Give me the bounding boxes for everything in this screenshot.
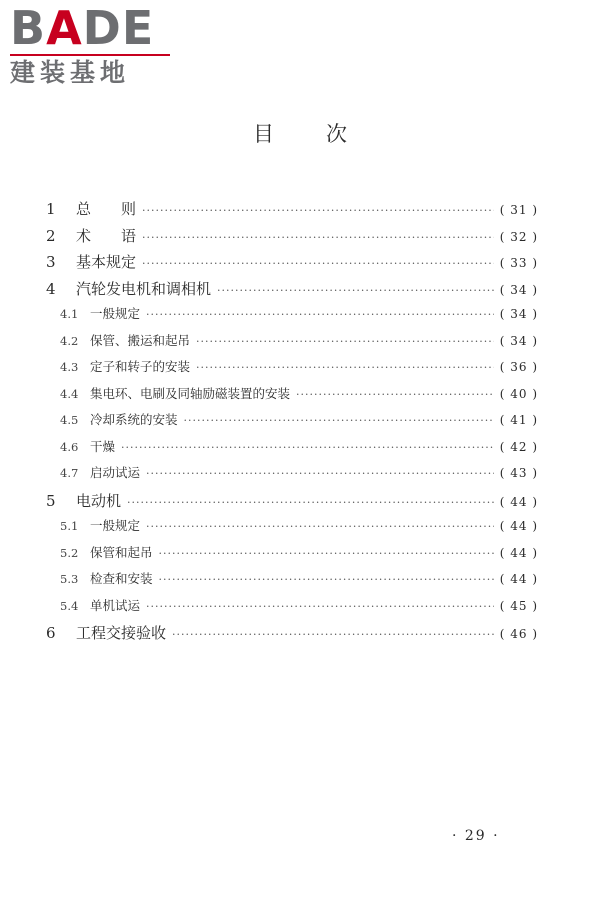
toc-entry-number: 4.4 bbox=[60, 386, 79, 401]
toc-entry-page: ( 32 ) bbox=[499, 229, 538, 244]
toc-entry-label: 启动试运 bbox=[90, 465, 141, 480]
toc-leader-dots bbox=[142, 204, 494, 217]
toc-entry-number: 2 bbox=[46, 226, 56, 245]
toc-entry-label: 术 语 bbox=[76, 226, 137, 245]
toc-entry[interactable] bbox=[46, 622, 538, 649]
toc-entry-number: 5.1 bbox=[60, 519, 79, 533]
toc-entry-label: 一般规定 bbox=[90, 306, 141, 321]
toc-entry-page: ( 34 ) bbox=[499, 333, 538, 348]
toc-entry-page: ( 40 ) bbox=[499, 386, 538, 401]
toc-entry[interactable] bbox=[46, 198, 538, 225]
toc-entry[interactable] bbox=[46, 410, 538, 437]
toc-entry-label: 集电环、电刷及同轴励磁装置的安装 bbox=[90, 385, 291, 401]
toc-entry-page: ( 43 ) bbox=[499, 466, 538, 480]
toc-entry[interactable] bbox=[46, 569, 538, 596]
toc-entry[interactable] bbox=[46, 543, 538, 570]
toc-entry[interactable] bbox=[46, 596, 538, 623]
toc-entry-number: 4.3 bbox=[60, 360, 79, 374]
toc-entry-label: 保管、搬运和起吊 bbox=[90, 332, 191, 348]
toc-entry[interactable] bbox=[46, 357, 538, 384]
toc-entry-label: 基本规定 bbox=[76, 253, 137, 271]
toc-entry-page: ( 34 ) bbox=[499, 282, 538, 297]
toc-entry-label: 总 则 bbox=[76, 200, 137, 218]
toc-leader-dots bbox=[146, 308, 494, 321]
toc-entry[interactable] bbox=[46, 304, 538, 331]
toc-leader-dots bbox=[127, 496, 494, 509]
toc-entry-page: ( 36 ) bbox=[499, 360, 538, 374]
logo-letter-a: A bbox=[46, 1, 83, 55]
toc-leader-dots bbox=[142, 231, 494, 244]
toc-leader-dots bbox=[217, 284, 494, 297]
toc-entry-label: 定子和转子的安装 bbox=[90, 359, 191, 374]
toc-leader-dots bbox=[146, 600, 494, 613]
toc-entry[interactable] bbox=[46, 437, 538, 464]
toc-entry-page: ( 45 ) bbox=[499, 598, 538, 613]
toc-entry[interactable] bbox=[46, 463, 538, 490]
toc-entry-label: 电动机 bbox=[76, 491, 122, 510]
page-number: · 29 · bbox=[452, 828, 500, 844]
toc-entry-number: 4.6 bbox=[60, 439, 79, 454]
toc-leader-dots bbox=[142, 257, 494, 270]
toc-entry-number: 6 bbox=[46, 624, 56, 642]
toc-entry-number: 4.7 bbox=[60, 466, 79, 480]
toc-entry-number: 4.5 bbox=[60, 413, 79, 427]
toc-leader-dots bbox=[121, 441, 494, 454]
toc-entry[interactable] bbox=[46, 278, 538, 305]
toc-entry-number: 5 bbox=[46, 491, 56, 510]
toc-entry-number: 5.2 bbox=[60, 545, 79, 560]
toc-entry[interactable] bbox=[46, 384, 538, 411]
toc-leader-dots bbox=[196, 361, 494, 374]
toc-entry-page: ( 44 ) bbox=[499, 545, 538, 560]
toc-entry-page: ( 44 ) bbox=[499, 494, 538, 509]
toc-entry-page: ( 34 ) bbox=[499, 307, 538, 321]
toc-entry-number: 5.3 bbox=[60, 572, 79, 586]
toc-entry-page: ( 44 ) bbox=[499, 572, 538, 586]
toc-leader-dots bbox=[184, 414, 494, 427]
logo-letter-b: B bbox=[10, 1, 47, 55]
site-logo bbox=[10, 1, 180, 94]
logo-wordmark bbox=[10, 1, 180, 55]
toc-entry-number: 1 bbox=[46, 200, 56, 218]
table-of-contents bbox=[46, 198, 538, 649]
toc-entry-page: ( 33 ) bbox=[499, 256, 538, 270]
toc-leader-dots bbox=[159, 547, 494, 560]
toc-entry-number: 4.1 bbox=[60, 307, 79, 321]
toc-entry-page: ( 46 ) bbox=[499, 627, 538, 641]
toc-entry-label: 保管和起吊 bbox=[90, 544, 153, 560]
toc-leader-dots bbox=[159, 573, 494, 586]
toc-entry-label: 冷却系统的安装 bbox=[90, 412, 178, 427]
toc-leader-dots bbox=[146, 467, 494, 480]
toc-leader-dots bbox=[146, 520, 494, 533]
toc-entry[interactable] bbox=[46, 331, 538, 358]
logo-letters-de: DE bbox=[82, 1, 155, 55]
toc-entry-number: 4 bbox=[46, 279, 56, 298]
logo-subtitle: 建装基地 bbox=[10, 58, 131, 87]
toc-entry-label: 工程交接验收 bbox=[76, 624, 167, 642]
toc-entry-page: ( 44 ) bbox=[499, 519, 538, 533]
toc-entry-label: 汽轮发电机和调相机 bbox=[76, 279, 212, 298]
toc-entry-number: 4.2 bbox=[60, 333, 79, 348]
toc-entry[interactable] bbox=[46, 490, 538, 517]
toc-entry-page: ( 31 ) bbox=[499, 203, 538, 217]
toc-entry-label: 一般规定 bbox=[90, 518, 141, 533]
toc-entry-number: 5.4 bbox=[60, 598, 79, 613]
toc-entry[interactable] bbox=[46, 225, 538, 252]
toc-leader-dots bbox=[296, 388, 494, 401]
page-title: 目次 bbox=[253, 122, 399, 146]
toc-entry[interactable] bbox=[46, 516, 538, 543]
toc-entry-label: 检查和安装 bbox=[90, 571, 153, 586]
toc-entry-label: 单机试运 bbox=[90, 597, 141, 613]
toc-entry-number: 3 bbox=[46, 253, 56, 271]
toc-leader-dots bbox=[196, 335, 494, 348]
toc-entry-label: 干燥 bbox=[90, 438, 116, 454]
toc-entry-page: ( 41 ) bbox=[499, 413, 538, 427]
toc-entry-page: ( 42 ) bbox=[499, 439, 538, 454]
toc-entry[interactable] bbox=[46, 251, 538, 278]
toc-leader-dots bbox=[172, 628, 494, 641]
